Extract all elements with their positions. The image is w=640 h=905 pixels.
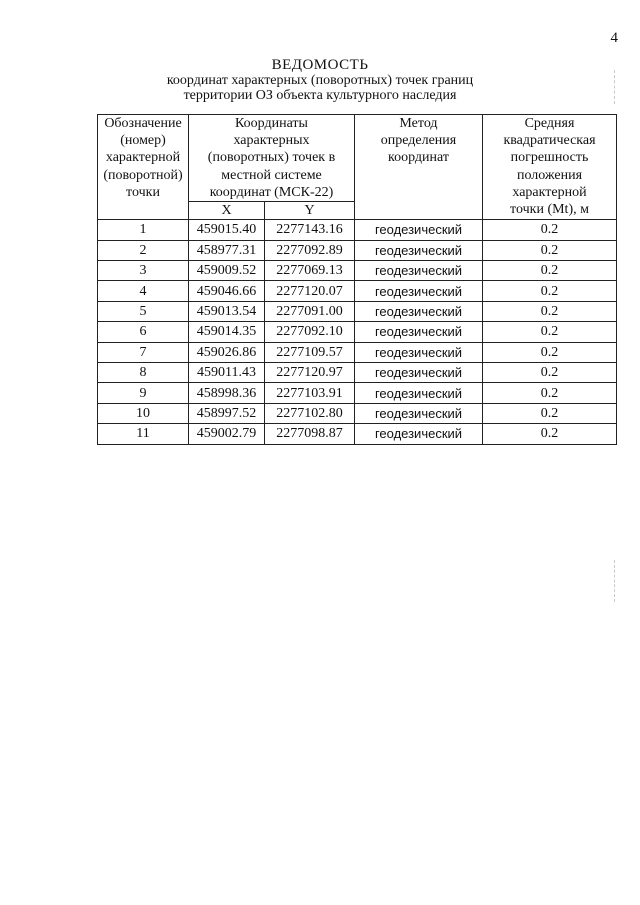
mt-error: 0.2	[483, 301, 617, 321]
point-number: 11	[98, 424, 189, 444]
method: геодезический	[355, 424, 483, 444]
method: геодезический	[355, 383, 483, 403]
method: геодезический	[355, 403, 483, 423]
coord-y: 2277098.87	[265, 424, 355, 444]
coordinates-table	[97, 114, 617, 445]
point-number: 7	[98, 342, 189, 362]
mt-error: 0.2	[483, 322, 617, 342]
document-subtitle-line-1: координат характерных (поворотных) точек границ	[166, 73, 474, 88]
edge-scan-marks-middle	[614, 560, 616, 602]
coord-y: 2277120.07	[265, 281, 355, 301]
coord-y: 2277143.16	[265, 220, 355, 240]
coord-y: 2277103.91	[265, 383, 355, 403]
table-row	[98, 362, 617, 382]
coord-x: 459014.35	[189, 322, 265, 342]
method: геодезический	[355, 240, 483, 260]
method: геодезический	[355, 301, 483, 321]
coord-y: 2277120.97	[265, 362, 355, 382]
point-number: 5	[98, 301, 189, 321]
mt-error: 0.2	[483, 220, 617, 240]
mt-error: 0.2	[483, 342, 617, 362]
point-number: 1	[98, 220, 189, 240]
point-number: 9	[98, 383, 189, 403]
header-coordinates: Координаты характерных (поворотных) точек в местной системе координат (МСК-22)	[189, 115, 355, 202]
document-subtitle-line-2: территории ОЗ объекта культурного наследия	[183, 88, 457, 103]
coord-x: 458997.52	[189, 403, 265, 423]
mt-error: 0.2	[483, 383, 617, 403]
coord-y: 2277102.80	[265, 403, 355, 423]
coord-x: 459009.52	[189, 261, 265, 281]
method: геодезический	[355, 261, 483, 281]
mt-error: 0.2	[483, 281, 617, 301]
table-row	[98, 383, 617, 403]
point-number: 3	[98, 261, 189, 281]
mt-error: 0.2	[483, 362, 617, 382]
coord-x: 459046.66	[189, 281, 265, 301]
table-row	[98, 220, 617, 240]
method: геодезический	[355, 322, 483, 342]
coord-y: 2277092.10	[265, 322, 355, 342]
coord-y: 2277109.57	[265, 342, 355, 362]
document-title: ВЕДОМОСТЬ	[271, 57, 369, 73]
table-row	[98, 281, 617, 301]
header-point-designation: Обозначение (номер) характерной (поворотной) точки	[98, 115, 189, 220]
header-x: X	[189, 202, 265, 220]
mt-error: 0.2	[483, 240, 617, 260]
table-body	[98, 220, 617, 444]
coord-x: 459026.86	[189, 342, 265, 362]
coord-x: 458998.36	[189, 383, 265, 403]
table-row	[98, 424, 617, 444]
page-number: 4	[610, 30, 618, 46]
table-header	[98, 115, 617, 220]
coord-x: 458977.31	[189, 240, 265, 260]
coord-y: 2277091.00	[265, 301, 355, 321]
table-row	[98, 403, 617, 423]
mt-error: 0.2	[483, 424, 617, 444]
method: геодезический	[355, 362, 483, 382]
method: геодезический	[355, 342, 483, 362]
point-number: 8	[98, 362, 189, 382]
point-number: 2	[98, 240, 189, 260]
table-row	[98, 261, 617, 281]
table-row	[98, 240, 617, 260]
document-heading	[0, 58, 640, 103]
coord-x: 459011.43	[189, 362, 265, 382]
coord-x: 459002.79	[189, 424, 265, 444]
header-mean-square-error: Средняя квадратическая погрешность положения характерной точки (Mt), м	[483, 115, 617, 220]
coord-x: 459013.54	[189, 301, 265, 321]
mt-error: 0.2	[483, 261, 617, 281]
header-y: Y	[265, 202, 355, 220]
point-number: 6	[98, 322, 189, 342]
coord-y: 2277069.13	[265, 261, 355, 281]
coord-y: 2277092.89	[265, 240, 355, 260]
table-row	[98, 342, 617, 362]
point-number: 4	[98, 281, 189, 301]
method: геодезический	[355, 281, 483, 301]
coord-x: 459015.40	[189, 220, 265, 240]
mt-error: 0.2	[483, 403, 617, 423]
header-method: Метод определения координат	[355, 115, 483, 220]
method: геодезический	[355, 220, 483, 240]
table-row	[98, 301, 617, 321]
point-number: 10	[98, 403, 189, 423]
table-row	[98, 322, 617, 342]
